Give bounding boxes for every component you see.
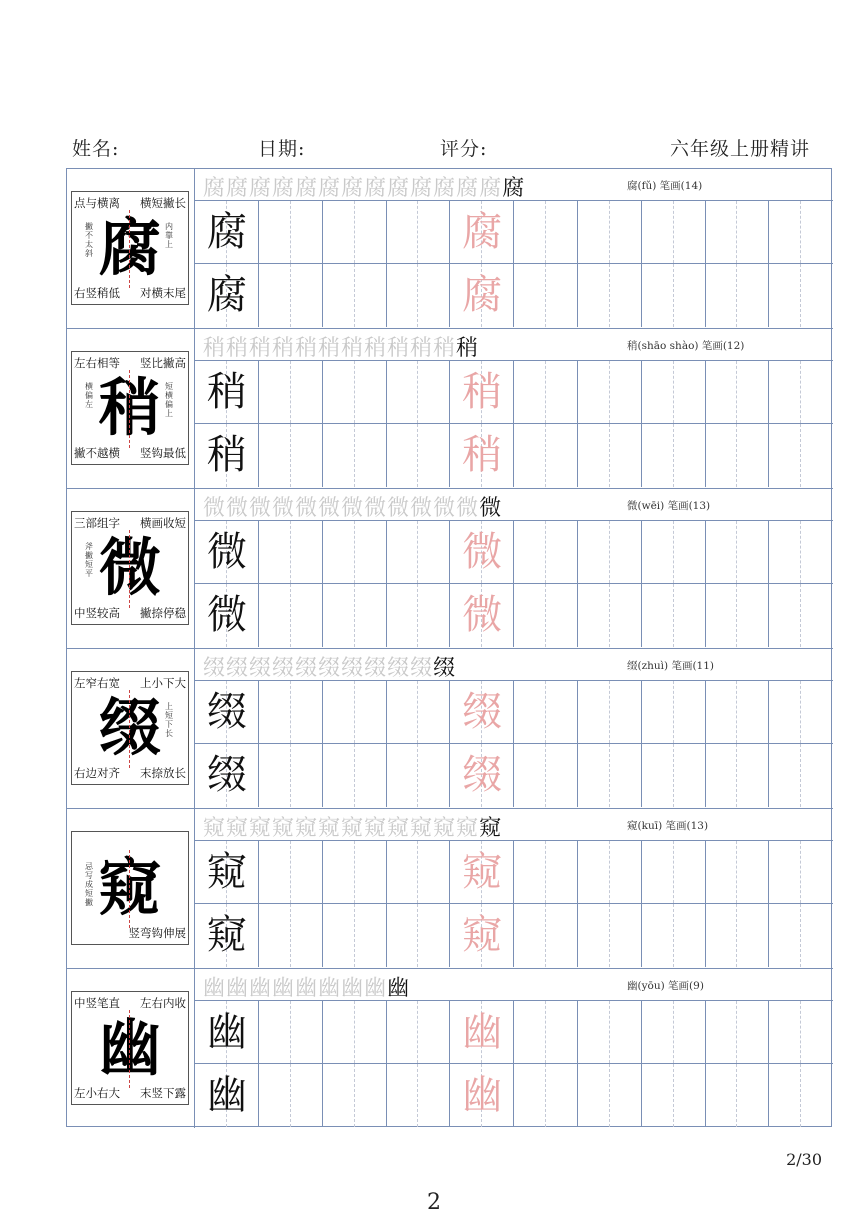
demo-cell xyxy=(67,809,195,968)
stroke-step: 幽 xyxy=(318,976,342,1001)
stroke-step: 微 xyxy=(433,496,457,521)
writing-cell[interactable] xyxy=(578,201,642,264)
writing-cell[interactable] xyxy=(259,1064,323,1127)
writing-cell[interactable] xyxy=(259,841,323,904)
practice-grid xyxy=(195,201,833,328)
stroke-step: 腐 xyxy=(410,176,434,201)
writing-cell[interactable] xyxy=(705,424,769,487)
writing-cell[interactable] xyxy=(259,264,323,327)
writing-cell[interactable] xyxy=(259,424,323,487)
tip-bottom-left: 中竖较高 xyxy=(74,606,120,620)
writing-cell[interactable] xyxy=(259,681,323,744)
name-label: 姓名: xyxy=(72,138,120,160)
writing-cell[interactable] xyxy=(705,744,769,807)
stroke-step: 腐 xyxy=(203,176,227,201)
stroke-step: 窥 xyxy=(341,816,365,841)
note-left: 横偏左 xyxy=(85,382,93,409)
writing-cell[interactable] xyxy=(642,201,706,264)
stroke-step: 幽 xyxy=(364,976,388,1001)
stroke-step: 微 xyxy=(341,496,365,521)
demo-cell xyxy=(67,169,195,328)
writing-cell[interactable] xyxy=(259,521,323,584)
writing-cell[interactable] xyxy=(578,681,642,744)
writing-cell[interactable] xyxy=(769,584,833,647)
writing-cell[interactable] xyxy=(578,361,642,424)
stroke-step: 缀 xyxy=(410,656,434,681)
stroke-step: 幽 xyxy=(226,976,250,1001)
trace-character: 幽 xyxy=(462,1009,503,1055)
tip-top-left: 中竖笔直 xyxy=(74,996,120,1010)
stroke-step: 窥 xyxy=(318,816,342,841)
trace-character: 幽 xyxy=(462,1072,503,1118)
writing-cell[interactable] xyxy=(642,424,706,487)
stroke-sequence xyxy=(203,491,502,522)
practice-row xyxy=(67,329,833,489)
model-character: 腐 xyxy=(207,209,247,255)
tip-bottom-left: 左小右大 xyxy=(74,1086,120,1100)
writing-cell[interactable] xyxy=(386,1001,450,1064)
stroke-step: 腐 xyxy=(456,176,480,201)
writing-cell[interactable] xyxy=(514,201,578,264)
writing-cell[interactable] xyxy=(769,424,833,487)
writing-cell[interactable] xyxy=(323,1001,387,1064)
writing-cell[interactable] xyxy=(769,264,833,327)
writing-cell[interactable] xyxy=(514,681,578,744)
practice-grid xyxy=(195,521,833,648)
trace-character: 腐 xyxy=(462,272,503,318)
stroke-step: 腐 xyxy=(433,176,457,201)
model-character: 窥 xyxy=(207,912,247,958)
note-right: 上短下长 xyxy=(165,702,173,738)
writing-cell[interactable] xyxy=(642,744,706,807)
writing-cell[interactable] xyxy=(386,744,450,807)
stroke-step: 缀 xyxy=(433,656,457,681)
stroke-step: 腐 xyxy=(295,176,319,201)
stroke-step: 稍 xyxy=(318,336,342,361)
worksheet-header xyxy=(0,130,868,160)
stroke-order-line xyxy=(195,809,833,841)
stroke-step: 幽 xyxy=(249,976,273,1001)
stroke-order-line xyxy=(195,649,833,681)
demo-card xyxy=(71,511,189,625)
stroke-step: 窥 xyxy=(433,816,457,841)
writing-cell[interactable] xyxy=(705,264,769,327)
writing-cell[interactable] xyxy=(514,1001,578,1064)
stroke-step: 腐 xyxy=(341,176,365,201)
pinyin-label: 窥(kuī) 笔画(13) xyxy=(627,820,709,832)
stroke-step: 稍 xyxy=(364,336,388,361)
writing-cell[interactable] xyxy=(386,1064,450,1127)
writing-cell[interactable] xyxy=(514,361,578,424)
stroke-step: 腐 xyxy=(364,176,388,201)
writing-cell[interactable] xyxy=(514,584,578,647)
stroke-step: 窥 xyxy=(203,816,227,841)
note-right: 短横偏上 xyxy=(165,382,173,418)
writing-cell[interactable] xyxy=(514,841,578,904)
demo-card xyxy=(71,671,189,785)
stroke-step: 稍 xyxy=(410,336,434,361)
note-left: 撇不太斜 xyxy=(85,222,93,258)
writing-cell[interactable] xyxy=(259,201,323,264)
stroke-step: 微 xyxy=(226,496,250,521)
stroke-step: 腐 xyxy=(318,176,342,201)
practice-grid xyxy=(195,1001,833,1128)
pinyin-label: 幽(yōu) 笔画(9) xyxy=(627,980,704,992)
writing-cell[interactable] xyxy=(769,744,833,807)
writing-cell[interactable] xyxy=(578,264,642,327)
writing-cell[interactable] xyxy=(578,1064,642,1127)
tip-top-right: 上小下大 xyxy=(140,676,186,690)
demo-cell xyxy=(67,969,195,1128)
note-left: 忌写成短撇 xyxy=(85,862,93,907)
writing-cell[interactable] xyxy=(769,361,833,424)
writing-cell[interactable] xyxy=(323,521,387,584)
tip-bottom-right: 竖钩最低 xyxy=(140,446,186,460)
practice-row xyxy=(67,169,833,329)
model-character: 幽 xyxy=(207,1009,247,1055)
demo-card xyxy=(71,831,189,945)
stroke-step: 腐 xyxy=(502,176,526,201)
trace-character: 缀 xyxy=(462,689,503,735)
writing-cell[interactable] xyxy=(323,584,387,647)
trace-character: 稍 xyxy=(462,432,503,478)
writing-cell[interactable] xyxy=(514,424,578,487)
tip-bottom-left: 撇不越横 xyxy=(74,446,120,460)
stroke-step: 缀 xyxy=(318,656,342,681)
writing-cell[interactable] xyxy=(769,841,833,904)
writing-cell[interactable] xyxy=(578,744,642,807)
writing-cell[interactable] xyxy=(705,201,769,264)
trace-character: 窥 xyxy=(462,849,503,895)
model-character: 窥 xyxy=(207,849,247,895)
stroke-step: 稍 xyxy=(203,336,227,361)
writing-cell[interactable] xyxy=(386,584,450,647)
book-title: 六年级上册精讲 xyxy=(670,138,811,160)
tip-bottom-right: 末捺放长 xyxy=(140,766,186,780)
stroke-step: 稍 xyxy=(456,336,480,361)
writing-cell[interactable] xyxy=(642,904,706,967)
writing-cell[interactable] xyxy=(259,1001,323,1064)
writing-cell[interactable] xyxy=(642,1001,706,1064)
stroke-step: 微 xyxy=(456,496,480,521)
note-right: 内靠上 xyxy=(165,222,173,249)
writing-cell[interactable] xyxy=(578,1001,642,1064)
demo-card xyxy=(71,191,189,305)
writing-cell[interactable] xyxy=(386,361,450,424)
writing-cell[interactable] xyxy=(514,1064,578,1127)
stroke-step: 幽 xyxy=(341,976,365,1001)
writing-cell[interactable] xyxy=(642,1064,706,1127)
page-counter: 2/30 xyxy=(786,1150,822,1169)
writing-cell[interactable] xyxy=(386,904,450,967)
pinyin-label: 稍(shāo shào) 笔画(12) xyxy=(627,340,745,352)
demo-character: 稍 xyxy=(98,371,161,444)
demo-cell xyxy=(67,489,195,648)
stroke-step: 窥 xyxy=(387,816,411,841)
practice-grid xyxy=(195,681,833,808)
stroke-step: 腐 xyxy=(479,176,503,201)
writing-cell[interactable] xyxy=(323,841,387,904)
demo-character: 幽 xyxy=(98,1011,161,1084)
writing-cell[interactable] xyxy=(386,264,450,327)
practice-row xyxy=(67,649,833,809)
guide-line xyxy=(129,690,130,768)
model-character: 缀 xyxy=(207,689,247,735)
stroke-step: 微 xyxy=(203,496,227,521)
writing-cell[interactable] xyxy=(705,681,769,744)
writing-cell[interactable] xyxy=(769,1001,833,1064)
tip-top-left: 左右相等 xyxy=(74,356,120,370)
writing-cell[interactable] xyxy=(578,584,642,647)
tip-top-right: 横画收短 xyxy=(140,516,186,530)
writing-cell[interactable] xyxy=(769,904,833,967)
stroke-step: 窥 xyxy=(249,816,273,841)
model-character: 微 xyxy=(207,529,247,575)
writing-cell[interactable] xyxy=(769,1064,833,1127)
tip-top-right: 横短撇长 xyxy=(140,196,186,210)
note-left: 斧撇短平 xyxy=(85,542,93,578)
stroke-step: 微 xyxy=(249,496,273,521)
stroke-step: 微 xyxy=(318,496,342,521)
stroke-step: 幽 xyxy=(203,976,227,1001)
stroke-step: 稍 xyxy=(226,336,250,361)
stroke-step: 微 xyxy=(387,496,411,521)
demo-character: 腐 xyxy=(98,211,161,284)
tip-top-right: 左右内收 xyxy=(140,996,186,1010)
writing-cell[interactable] xyxy=(705,841,769,904)
stroke-step: 微 xyxy=(479,496,503,521)
writing-cell[interactable] xyxy=(642,264,706,327)
writing-cell[interactable] xyxy=(386,424,450,487)
stroke-step: 窥 xyxy=(410,816,434,841)
stroke-step: 稍 xyxy=(341,336,365,361)
writing-cell[interactable] xyxy=(514,521,578,584)
date-label: 日期: xyxy=(258,138,306,160)
practice-sheet xyxy=(66,168,832,1127)
practice-row xyxy=(67,809,833,969)
writing-cell[interactable] xyxy=(386,201,450,264)
stroke-step: 缀 xyxy=(249,656,273,681)
writing-cell[interactable] xyxy=(323,681,387,744)
stroke-step: 缀 xyxy=(364,656,388,681)
practice-grid xyxy=(195,841,833,968)
writing-cell[interactable] xyxy=(705,361,769,424)
tip-bottom-right: 撇捺停稳 xyxy=(140,606,186,620)
stroke-step: 窥 xyxy=(456,816,480,841)
stroke-step: 腐 xyxy=(226,176,250,201)
guide-line xyxy=(129,530,130,608)
stroke-step: 稍 xyxy=(295,336,319,361)
tip-bottom-right: 对横末尾 xyxy=(140,286,186,300)
demo-character: 微 xyxy=(98,531,161,604)
demo-character: 缀 xyxy=(98,691,161,764)
stroke-sequence xyxy=(203,971,410,1002)
stroke-step: 缀 xyxy=(226,656,250,681)
trace-character: 窥 xyxy=(462,912,503,958)
tip-bottom-right: 竖弯钩伸展 xyxy=(128,926,186,940)
model-character: 微 xyxy=(207,592,247,638)
stroke-step: 微 xyxy=(295,496,319,521)
stroke-step: 窥 xyxy=(479,816,503,841)
writing-cell[interactable] xyxy=(769,521,833,584)
tip-top-left: 三部组字 xyxy=(74,516,120,530)
writing-cell[interactable] xyxy=(323,1064,387,1127)
stroke-step: 缀 xyxy=(203,656,227,681)
stroke-step: 微 xyxy=(410,496,434,521)
writing-cell[interactable] xyxy=(705,521,769,584)
demo-card xyxy=(71,991,189,1105)
stroke-sequence xyxy=(203,331,479,362)
page-number: 2 xyxy=(427,1190,441,1215)
writing-cell[interactable] xyxy=(514,904,578,967)
guide-line xyxy=(129,1010,130,1088)
tip-top-right: 竖比撇高 xyxy=(140,356,186,370)
writing-cell[interactable] xyxy=(769,201,833,264)
stroke-step: 稍 xyxy=(249,336,273,361)
stroke-sequence xyxy=(203,171,525,202)
stroke-step: 窥 xyxy=(364,816,388,841)
stroke-order-line xyxy=(195,169,833,201)
writing-cell[interactable] xyxy=(323,264,387,327)
demo-card xyxy=(71,351,189,465)
stroke-step: 窥 xyxy=(272,816,296,841)
stroke-step: 稍 xyxy=(272,336,296,361)
writing-cell[interactable] xyxy=(259,361,323,424)
tip-top-left: 点与横离 xyxy=(74,196,120,210)
trace-character: 腐 xyxy=(462,209,503,255)
demo-character: 窥 xyxy=(98,851,161,924)
writing-cell[interactable] xyxy=(386,841,450,904)
trace-character: 微 xyxy=(462,592,503,638)
score-label: 评分: xyxy=(440,138,488,160)
stroke-order-line xyxy=(195,329,833,361)
tip-bottom-left: 右边对齐 xyxy=(74,766,120,780)
writing-cell[interactable] xyxy=(259,744,323,807)
model-character: 幽 xyxy=(207,1072,247,1118)
writing-cell[interactable] xyxy=(259,904,323,967)
pinyin-label: 缀(zhuì) 笔画(11) xyxy=(627,660,714,672)
stroke-step: 微 xyxy=(364,496,388,521)
model-character: 缀 xyxy=(207,752,247,798)
writing-cell[interactable] xyxy=(514,264,578,327)
practice-row xyxy=(67,969,833,1127)
stroke-step: 幽 xyxy=(272,976,296,1001)
writing-cell[interactable] xyxy=(323,904,387,967)
writing-cell[interactable] xyxy=(259,584,323,647)
tip-top-left: 左窄右宽 xyxy=(74,676,120,690)
stroke-order-line xyxy=(195,969,833,1001)
writing-cell[interactable] xyxy=(769,681,833,744)
writing-cell[interactable] xyxy=(578,904,642,967)
writing-cell[interactable] xyxy=(578,424,642,487)
stroke-step: 缀 xyxy=(341,656,365,681)
trace-character: 微 xyxy=(462,529,503,575)
guide-line xyxy=(129,370,130,448)
stroke-sequence xyxy=(203,811,502,842)
stroke-step: 腐 xyxy=(387,176,411,201)
writing-cell[interactable] xyxy=(705,904,769,967)
stroke-sequence xyxy=(203,651,456,682)
stroke-step: 腐 xyxy=(249,176,273,201)
pinyin-label: 腐(fǔ) 笔画(14) xyxy=(627,180,703,192)
tip-bottom-left: 右竖稍低 xyxy=(74,286,120,300)
writing-cell[interactable] xyxy=(323,424,387,487)
trace-character: 稍 xyxy=(462,369,503,415)
trace-character: 缀 xyxy=(462,752,503,798)
stroke-step: 窥 xyxy=(295,816,319,841)
writing-cell[interactable] xyxy=(578,841,642,904)
writing-cell[interactable] xyxy=(642,521,706,584)
model-character: 稍 xyxy=(207,369,247,415)
practice-row xyxy=(67,489,833,649)
demo-cell xyxy=(67,649,195,808)
writing-cell[interactable] xyxy=(705,584,769,647)
stroke-step: 缀 xyxy=(272,656,296,681)
writing-cell[interactable] xyxy=(323,744,387,807)
stroke-step: 幽 xyxy=(295,976,319,1001)
writing-cell[interactable] xyxy=(642,841,706,904)
model-character: 稍 xyxy=(207,432,247,478)
writing-cell[interactable] xyxy=(578,521,642,584)
stroke-step: 腐 xyxy=(272,176,296,201)
writing-cell[interactable] xyxy=(323,201,387,264)
writing-cell[interactable] xyxy=(514,744,578,807)
stroke-step: 窥 xyxy=(226,816,250,841)
guide-line xyxy=(129,850,130,928)
writing-cell[interactable] xyxy=(386,521,450,584)
writing-cell[interactable] xyxy=(642,584,706,647)
writing-cell[interactable] xyxy=(323,361,387,424)
stroke-step: 微 xyxy=(272,496,296,521)
tip-bottom-right: 末竖下露 xyxy=(140,1086,186,1100)
guide-line xyxy=(129,210,130,288)
stroke-step: 稍 xyxy=(433,336,457,361)
pinyin-label: 微(wēi) 笔画(13) xyxy=(627,500,711,512)
writing-cell[interactable] xyxy=(705,1001,769,1064)
writing-cell[interactable] xyxy=(386,681,450,744)
stroke-order-line xyxy=(195,489,833,521)
demo-cell xyxy=(67,329,195,488)
stroke-step: 稍 xyxy=(387,336,411,361)
writing-cell[interactable] xyxy=(705,1064,769,1127)
writing-cell[interactable] xyxy=(642,681,706,744)
writing-cell[interactable] xyxy=(642,361,706,424)
practice-grid xyxy=(195,361,833,488)
stroke-step: 缀 xyxy=(295,656,319,681)
stroke-step: 幽 xyxy=(387,976,411,1001)
stroke-step: 缀 xyxy=(387,656,411,681)
model-character: 腐 xyxy=(207,272,247,318)
